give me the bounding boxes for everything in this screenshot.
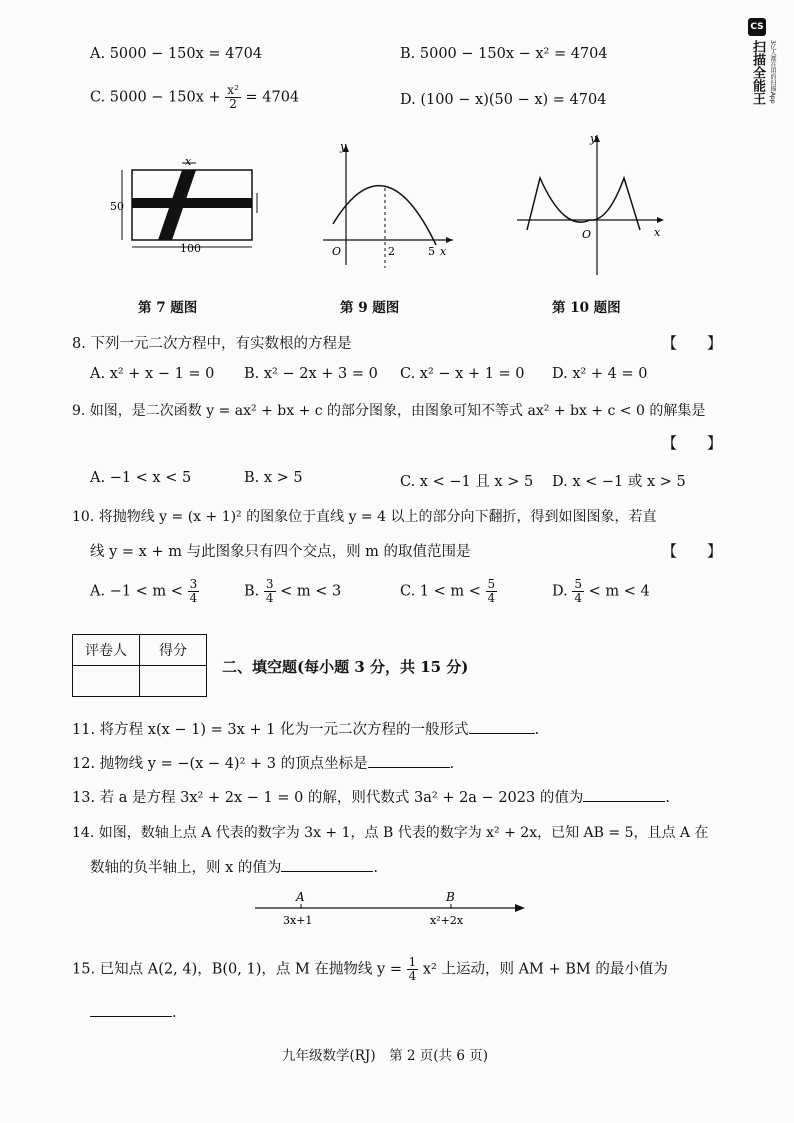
svg-text:2: 2 xyxy=(388,245,395,258)
q8-answer-bracket[interactable]: 【 】 xyxy=(662,334,723,352)
q7-option-a: A. 5000 − 150x = 4704 xyxy=(90,46,263,62)
svg-text:y: y xyxy=(340,140,347,153)
q14-line2: 数轴的负半轴上，则 x 的值为 . xyxy=(90,856,378,877)
score-cell[interactable] xyxy=(140,666,207,697)
number-line xyxy=(255,888,530,930)
q10-line2: 线 y = x + m 与此图象只有四个交点，则 m 的取值范围是 xyxy=(90,544,471,560)
section-2-title: 二、填空题(每小题 3 分，共 15 分) xyxy=(222,658,469,676)
q8-option-b: B. x² − 2x + 3 = 0 xyxy=(244,366,378,382)
q9-option-c: C. x < −1 且 x > 5 xyxy=(400,474,534,490)
cs-logo-icon: CS xyxy=(748,18,766,36)
figure-9-graph xyxy=(318,140,458,270)
q12: 12. 抛物线 y = −(x − 4)² + 3 的顶点坐标是 . xyxy=(72,752,454,773)
page-footer: 九年级数学(RJ) 第 2 页(共 6 页) xyxy=(282,1048,488,1064)
label-100: 100 xyxy=(180,242,201,255)
svg-text:x: x xyxy=(654,226,661,239)
q13-answer-blank[interactable] xyxy=(583,787,665,802)
point-a-value: 3x+1 xyxy=(283,914,313,927)
q11-answer-blank[interactable] xyxy=(469,719,535,734)
stamp-brand: 扫描全能王 xyxy=(750,40,765,105)
q9-stem: 9. 如图，是二次函数 y = ax² + bx + c 的部分图象，由图象可知不等式 ax² + bx + c < 0 的解集是 xyxy=(72,403,706,419)
figure-10-graph xyxy=(512,130,672,280)
svg-text:y: y xyxy=(590,132,597,145)
folded-parabola xyxy=(527,178,640,230)
q10-option-b: B. $\frac{3}{4}$ < m < 3 xyxy=(244,577,342,605)
label-50: 50 xyxy=(110,200,124,213)
reviewer-header: 评卷人 xyxy=(73,635,140,666)
score-table xyxy=(72,634,207,697)
number-line-arrow xyxy=(515,904,525,912)
figure-9-caption: 第 9 题图 xyxy=(340,300,400,316)
q10-option-a: A. −1 < m < $\frac{3}{4}$ xyxy=(90,577,198,605)
q7-option-c: C. 5000 − 150x + $\frac{\text{x²}}{2}$ = 4704 xyxy=(90,83,300,111)
svg-text:O: O xyxy=(332,245,342,258)
q8-option-d: D. x² + 4 = 0 xyxy=(552,366,648,382)
q13: 13. 若 a 是方程 3x² + 2x − 1 = 0 的解，则代数式 3a² + 2a − 2023 的值为 . xyxy=(72,786,670,807)
q10-line1: 10. 将抛物线 y = (x + 1)² 的图象位于直线 y = 4 以上的部分向下翻折，得到如图图象，若直 xyxy=(72,509,657,525)
q7-option-b: B. 5000 − 150x − x² = 4704 xyxy=(400,46,608,62)
stamp-slogan: 3亿人都在用的扫描App xyxy=(769,40,776,104)
q15-answer: . xyxy=(90,1002,177,1021)
q8-option-c: C. x² − x + 1 = 0 xyxy=(400,366,525,382)
q15-answer-blank[interactable] xyxy=(90,1002,172,1017)
q14-answer-blank[interactable] xyxy=(281,857,373,872)
scanner-stamp xyxy=(748,18,778,118)
q8-stem: 8. 下列一元二次方程中，有实数根的方程是 xyxy=(72,336,352,352)
q7-option-d: D. (100 − x)(50 − x) = 4704 xyxy=(400,92,607,108)
q9-option-d: D. x < −1 或 x > 5 xyxy=(552,474,686,490)
point-b-value: x²+2x xyxy=(430,914,464,927)
q9-answer-bracket[interactable]: 【 】 xyxy=(662,434,723,452)
point-a-label: A xyxy=(296,890,305,904)
svg-text:5: 5 xyxy=(428,245,435,258)
figure-7-diagram xyxy=(110,155,270,255)
svg-text:x: x xyxy=(440,245,447,258)
q15: 15. 已知点 A(2, 4)，B(0, 1)，点 M 在抛物线 y = $\frac{1}{4}$ x² 上运动，则 AM + BM 的最小值为 xyxy=(72,955,668,983)
q9-option-a: A. −1 < x < 5 xyxy=(90,470,192,486)
q11: 11. 将方程 x(x − 1) = 3x + 1 化为一元二次方程的一般形式 . xyxy=(72,718,539,739)
label-x: x xyxy=(185,155,192,168)
q14-line1: 14. 如图，数轴上点 A 代表的数字为 3x + 1，点 B 代表的数字为 x² + 2x，已知 AB = 5，且点 A 在 xyxy=(72,825,709,841)
q10-answer-bracket[interactable]: 【 】 xyxy=(662,542,723,560)
reviewer-cell[interactable] xyxy=(73,666,140,697)
horizontal-road xyxy=(132,198,252,208)
q10-option-c: C. 1 < m < $\frac{5}{4}$ xyxy=(400,577,496,605)
q9-option-b: B. x > 5 xyxy=(244,470,303,486)
q12-answer-blank[interactable] xyxy=(368,753,450,768)
point-b-label: B xyxy=(446,890,455,904)
svg-text:O: O xyxy=(582,228,592,241)
figure-10-caption: 第 10 题图 xyxy=(552,300,621,316)
figure-7-caption: 第 7 题图 xyxy=(138,300,198,316)
q10-option-d: D. $\frac{5}{4}$ < m < 4 xyxy=(552,577,650,605)
q8-option-a: A. x² + x − 1 = 0 xyxy=(90,366,215,382)
score-header: 得分 xyxy=(140,635,207,666)
